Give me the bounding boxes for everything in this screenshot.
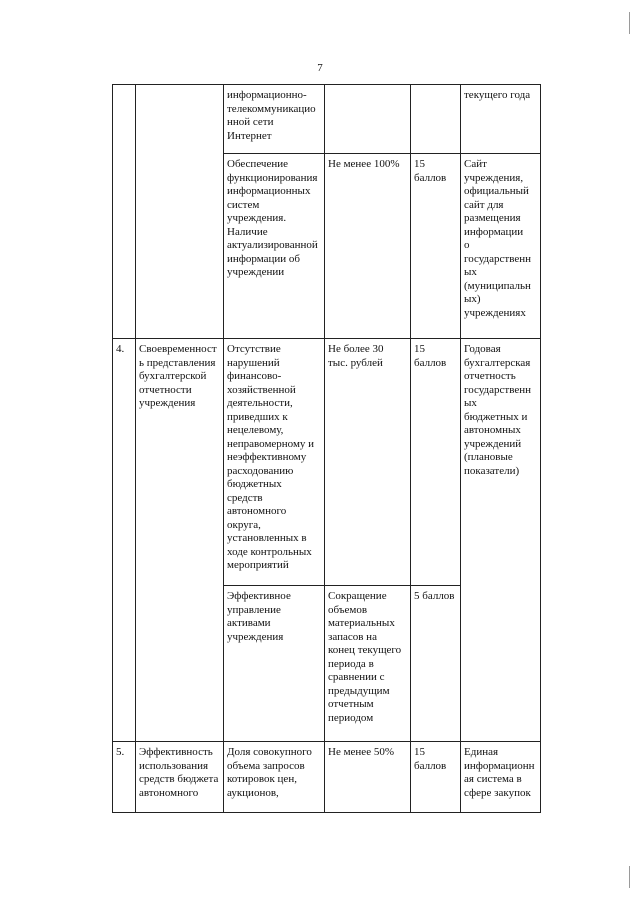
- table-row: [113, 339, 541, 586]
- cell-indicator: Эффективность использования средств бюджета автономного: [136, 742, 224, 813]
- cell-indicator: Своевременност ь представления бухгалтерской отчетности учреждения: [136, 339, 224, 742]
- cell-points: [411, 85, 461, 154]
- cell-points: 15 баллов: [411, 339, 461, 586]
- cell-points: 15 баллов: [411, 154, 461, 339]
- page-number: 7: [317, 62, 323, 74]
- table-row: [113, 742, 541, 813]
- cell-value: Не более 30 тыс. рублей: [325, 339, 411, 586]
- cell-points: 15 баллов: [411, 742, 461, 813]
- cell-source: текущего года: [461, 85, 541, 154]
- cell-source: Единая информационн ая система в сфере закупок: [461, 742, 541, 813]
- cell-criterion: Эффективное управление активами учреждения: [224, 586, 325, 742]
- cell-value: [325, 85, 411, 154]
- cell-points: 5 баллов: [411, 586, 461, 742]
- cell-source: Сайт учреждения, официальный сайт для размещения информации о государственн ых (муниципальн ых) учреждениях: [461, 154, 541, 339]
- cell-criterion: информационно- телекоммуникацио нной сети Интернет: [224, 85, 325, 154]
- cell-value: Сокращение объемов материальных запасов на конец текущего периода в сравнении с предыдущим отчетным периодом: [325, 586, 411, 742]
- cell-indicator: [136, 85, 224, 339]
- cell-criterion: Обеспечение функционирования информационных систем учреждения. Наличие актуализированной информации об учреждении: [224, 154, 325, 339]
- cell-criterion: Доля совокупного объема запросов котировок цен, аукционов,: [224, 742, 325, 813]
- criteria-table: [112, 84, 541, 813]
- scan-edge-mark: [629, 866, 630, 888]
- cell-criterion: Отсутствие нарушений финансово- хозяйственной деятельности, приведших к нецелевому, неправомерному и неэффективному расходованию бюджетных средств автономного округа, установленных в ходе контрольных мероприятий: [224, 339, 325, 586]
- cell-value: Не менее 100%: [325, 154, 411, 339]
- cell-number: [113, 85, 136, 339]
- cell-value: Не менее 50%: [325, 742, 411, 813]
- scan-edge-mark: [629, 12, 630, 34]
- cell-source: Годовая бухгалтерская отчетность государственн ых бюджетных и автономных учреждений (плановые показатели): [461, 339, 541, 742]
- table-row: [113, 85, 541, 154]
- cell-number: 5.: [113, 742, 136, 813]
- cell-number: 4.: [113, 339, 136, 742]
